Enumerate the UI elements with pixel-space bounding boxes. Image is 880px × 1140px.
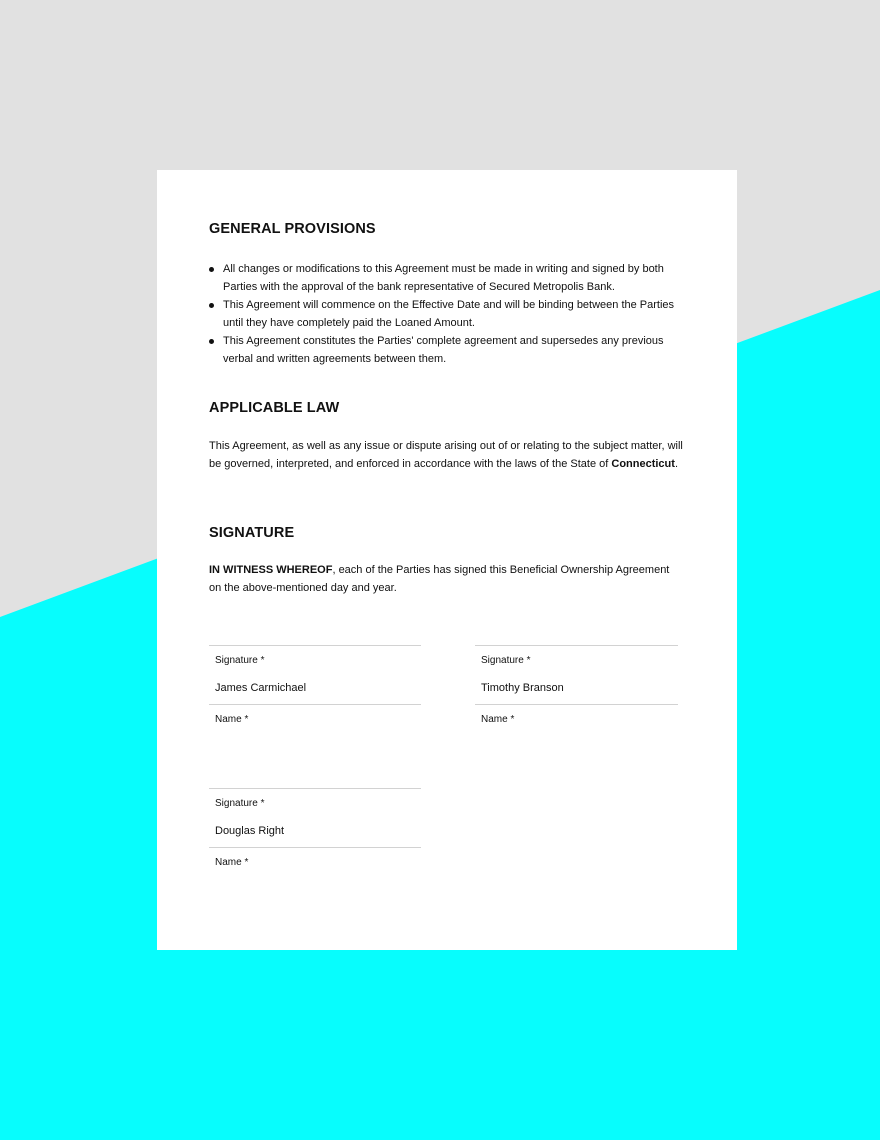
state-name: Connecticut (611, 458, 675, 470)
name-label: Name * (215, 857, 249, 868)
list-item: All changes or modifications to this Agreement must be made in writing and signed by both Parties with the approval of the bank representative of Secured Metropolis Bank. (209, 260, 679, 296)
list-item: This Agreement constitutes the Parties' complete agreement and supersedes any previous verbal and written agreements between them. (209, 332, 679, 368)
witness-bold: IN WITNESS WHEREOF (209, 564, 333, 576)
signature-block-1 (209, 645, 421, 727)
name-line[interactable] (475, 704, 678, 705)
signer-name: Douglas Right (215, 825, 285, 837)
name-line[interactable] (209, 847, 421, 848)
witness-paragraph (209, 561, 684, 597)
signature-line[interactable] (209, 788, 421, 789)
signature-line[interactable] (475, 645, 678, 646)
general-provisions-list (209, 260, 679, 368)
name-label: Name * (215, 714, 249, 725)
signature-block-3 (209, 788, 421, 870)
applicable-law-text: This Agreement, as well as any issue or dispute arising out of or relating to the subject matter, will be governed, interpreted, and enforced in accordance with the laws of the State of (209, 440, 683, 470)
signature-block-2 (475, 645, 678, 727)
name-line[interactable] (209, 704, 421, 705)
list-item: This Agreement will commence on the Effective Date and will be binding between the Parties until they have completely paid the Loaned Amount. (209, 296, 679, 332)
signer-name: James Carmichael (215, 682, 307, 694)
signature-line[interactable] (209, 645, 421, 646)
general-provisions-heading: GENERAL PROVISIONS (209, 221, 376, 237)
applicable-law-end: . (674, 458, 678, 470)
signature-label: Signature * (215, 798, 265, 809)
signature-label: Signature * (215, 655, 265, 666)
applicable-law-heading: APPLICABLE LAW (209, 400, 340, 416)
signature-heading: SIGNATURE (209, 525, 295, 541)
document-page (157, 170, 737, 950)
signer-name: Timothy Branson (481, 682, 564, 694)
name-label: Name * (481, 714, 515, 725)
witness-text: , each of the Parties has signed this Beneficial Ownership Agreement on the above-mentioned day and year. (209, 564, 670, 594)
signature-label: Signature * (481, 655, 531, 666)
applicable-law-paragraph (209, 437, 687, 473)
